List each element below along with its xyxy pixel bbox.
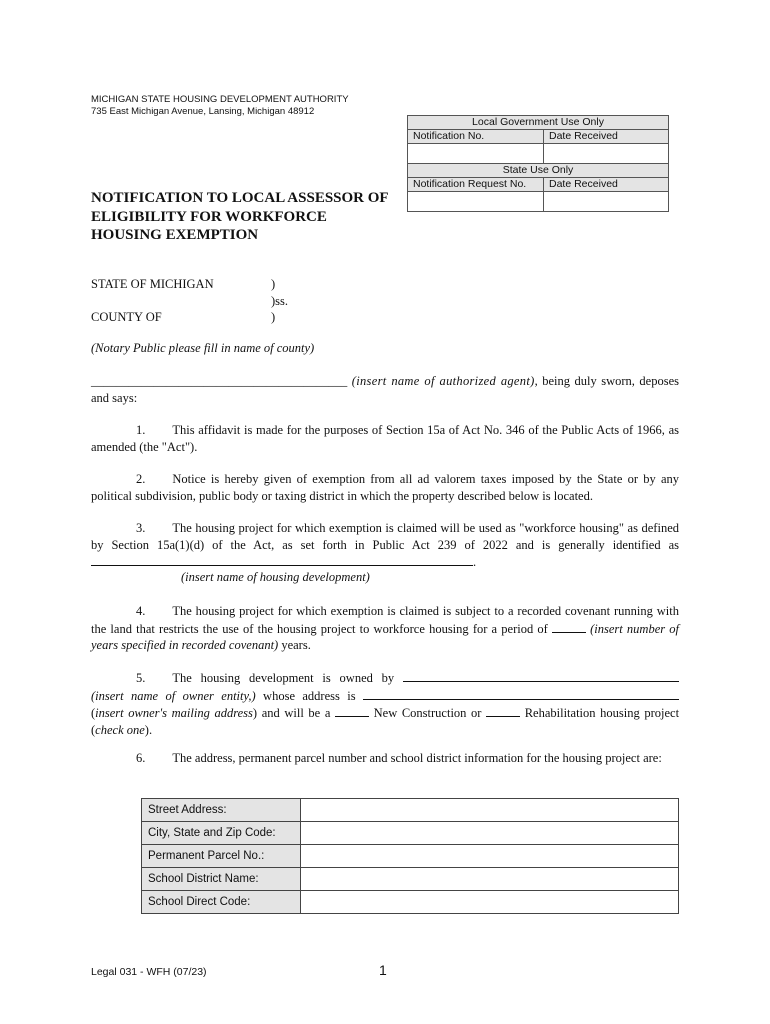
venue-paren-1: ) xyxy=(271,277,276,291)
agent-hint: (insert name of authorized agent) xyxy=(351,374,535,388)
p5-hint-b: insert owner's mailing address xyxy=(95,706,253,720)
p3-number: 3. xyxy=(136,521,146,535)
local-date-received-label: Date Received xyxy=(544,130,669,144)
street-address-field[interactable] xyxy=(301,799,679,822)
paragraph-1 xyxy=(91,422,679,455)
p4-number: 4. xyxy=(136,604,146,618)
local-use-title: Local Government Use Only xyxy=(408,116,669,130)
table-row xyxy=(142,891,679,914)
city-state-zip-field[interactable] xyxy=(301,822,679,845)
notary-note: (Notary Public please fill in name of county) xyxy=(91,341,315,355)
form-id: Legal 031 - WFH (07/23) xyxy=(91,966,207,978)
state-date-received-field[interactable] xyxy=(544,192,669,212)
paragraph-2 xyxy=(91,471,679,504)
p4-hint: (insert number of years specified in recorded covenant) xyxy=(91,621,680,652)
org-name: MICHIGAN STATE HOUSING DEVELOPMENT AUTHORITY xyxy=(91,94,349,105)
org-address: 735 East Michigan Avenue, Lansing, Michigan 48912 xyxy=(91,106,315,117)
paragraph-5: 5. The housing development is owned by (insert name of owner entity,) whose address is (insert owner's mailing address) and will be a New Construction or Rehabilitation housing project (check one). xyxy=(91,671,680,737)
p5-option-rehab: Rehabilitation housing project xyxy=(524,706,680,720)
office-use-table xyxy=(407,115,669,212)
covenant-years-blank[interactable] xyxy=(552,620,586,633)
agent-name-blank[interactable]: _________________________________________ xyxy=(91,374,348,388)
school-district-name-label: School District Name: xyxy=(142,868,301,891)
p5-option-new: New Construction or xyxy=(373,706,482,720)
city-state-zip-label: City, State and Zip Code: xyxy=(142,822,301,845)
p5-text-b: whose address is xyxy=(263,688,356,703)
parcel-no-label: Permanent Parcel No.: xyxy=(142,845,301,868)
venue-block xyxy=(91,276,411,326)
p5-text-a: The housing development is owned by xyxy=(172,671,395,685)
school-district-code-field[interactable] xyxy=(301,891,679,914)
table-row xyxy=(142,822,679,845)
agent-rest: , being duly sworn, deposes and says: xyxy=(91,374,679,405)
property-info-table xyxy=(141,798,679,914)
school-district-code-label: School Direct Code: xyxy=(142,891,301,914)
state-date-received-label: Date Received xyxy=(544,178,669,192)
p5-hint-c: check one xyxy=(95,722,145,737)
school-district-name-field[interactable] xyxy=(301,868,679,891)
venue-paren-3: ) xyxy=(271,310,276,324)
p1-number: 1. xyxy=(136,423,146,437)
notification-no-label: Notification No. xyxy=(408,130,544,144)
street-address-label: Street Address: xyxy=(142,799,301,822)
p4-end: years. xyxy=(281,638,311,652)
county-of: COUNTY OF xyxy=(91,310,162,324)
notification-no-field[interactable] xyxy=(408,144,544,164)
state-use-title: State Use Only xyxy=(408,164,669,178)
p2-text: Notice is hereby given of exemption from all ad valorem taxes imposed by the State or by any political subdivision, public body or taxing district in which the property described below is located. xyxy=(91,472,679,503)
table-row xyxy=(142,845,679,868)
paragraph-6 xyxy=(91,750,679,767)
page-number: 1 xyxy=(379,962,387,978)
p1-text: This affidavit is made for the purposes of Section 15a of Act No. 346 of the Public Acts of 1966, as amended (the "Act"). xyxy=(91,423,679,454)
rehabilitation-checkbox[interactable] xyxy=(486,704,520,717)
notification-request-no-field[interactable] xyxy=(408,192,544,212)
table-row xyxy=(142,868,679,891)
p5-text-c: and will be a xyxy=(261,706,331,720)
owner-address-blank[interactable] xyxy=(363,687,679,700)
venue-paren-ss: )ss. xyxy=(271,293,289,308)
new-construction-checkbox[interactable] xyxy=(335,704,369,717)
housing-development-name-blank[interactable] xyxy=(91,553,473,566)
agent-paragraph xyxy=(91,373,679,406)
p5-hint-a: (insert name of owner entity,) xyxy=(91,688,256,703)
p5-number: 5. xyxy=(136,671,146,685)
org-header xyxy=(91,94,349,118)
p4-text: The housing project for which exemption is claimed is subject to a recorded covenant running with the land that restricts the use of the housing project to workforce housing for a period of xyxy=(91,604,679,636)
local-date-received-field[interactable] xyxy=(544,144,669,164)
p6-text: The address, permanent parcel number and school district information for the housing project are: xyxy=(172,751,662,765)
p2-number: 2. xyxy=(136,472,146,486)
paragraph-4 xyxy=(91,603,679,654)
parcel-no-field[interactable] xyxy=(301,845,679,868)
table-row xyxy=(142,799,679,822)
document-title: NOTIFICATION TO LOCAL ASSESSOR OF ELIGIBILITY FOR WORKFORCE HOUSING EXEMPTION xyxy=(91,190,389,243)
p3-hint: (insert name of housing development) xyxy=(181,570,370,584)
owner-entity-blank[interactable] xyxy=(403,669,679,682)
state-of-michigan: STATE OF MICHIGAN xyxy=(91,277,214,291)
p3-text: The housing project for which exemption is claimed will be used as "workforce housing" as defined by Section 15a(1)(d) of the Act, as set forth in Public Act 239 of 2022 and is generally identified as xyxy=(91,521,679,552)
paragraph-3: 3. The housing project for which exemption is claimed will be used as "workforce housing" as defined by Section 15a(1)(d) of the Act, as set forth in Public Act 239 of 2022 and is generally identified as . xyxy=(91,521,679,569)
p6-number: 6. xyxy=(136,751,146,765)
notification-request-no-label: Notification Request No. xyxy=(408,178,544,192)
